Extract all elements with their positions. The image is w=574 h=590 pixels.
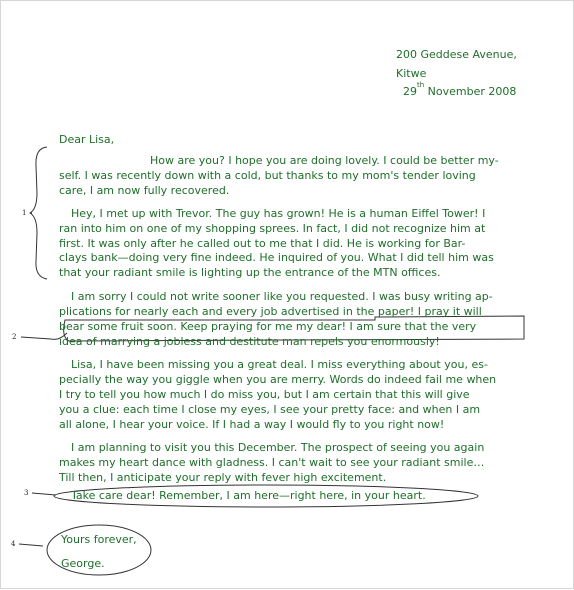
paragraph-1-line-1: How are you? I hope you are doing lovely. I could be better my- [150,154,499,167]
paragraph-5-line-1: I am planning to visit you this December. The prospect of seeing you again [71,441,485,454]
annotation-mark-2: 2 [12,333,17,341]
paragraph-4-line-1: Lisa, I have been missing you a great deal. I miss everything about you, es- [71,358,488,371]
paragraph-2-line-4: clays bank—doing very fine indeed. He inquired of you. What I did tell him was [59,251,494,264]
leader-annotation-4 [19,544,43,546]
paragraph-3-line-2: plications for nearly each and every job advertised in the paper! I pray it will [59,305,482,318]
closing-line: Take care dear! Remember, I am here—right here, in your heart. [71,489,426,502]
paragraph-4-line-5: all alone, I hear your voice. If I had a way I would fly to you right now! [59,418,445,431]
address-city: Kitwe [396,67,427,80]
leader-annotation-3 [32,493,56,495]
signoff: Yours forever, [61,533,137,546]
date-rest: November 2008 [424,85,517,98]
address-street: 200 Geddese Avenue, [396,48,517,61]
paragraph-3-line-1: I am sorry I could not write sooner like you requested. I was busy writing ap- [71,290,493,303]
paragraph-3-line-4: idea of marrying a jobless and destitute man repels you enormously! [59,335,440,348]
paragraph-2-line-3: first. It was only after he called out to me that I did. He is working for Bar- [59,237,466,250]
paragraph-4-line-3: I try to tell you how much I do miss you, but I am certain that this will give [59,388,470,401]
annotation-mark-4: 4 [11,540,16,548]
date-day: 29 [403,85,417,98]
paragraph-5-line-3: Till then, I anticipate your reply with fever high excitement. [59,471,387,484]
paragraph-5-line-2: makes my heart dance with gladness. I can't wait to see your radiant smile… [59,456,485,469]
paragraph-2-line-5: that your radiant smile is lighting up the entrance of the MTN offices. [59,266,441,279]
brace-annotation-1 [30,147,47,279]
signature: George. [61,557,105,570]
salutation: Dear Lisa, [59,133,115,146]
paragraph-2-line-2: ran into him on one of my shopping sprees. In fact, I did not recognize him at [59,222,486,235]
paragraph-4-line-4: you a clue: each time I close my eyes, I see your pretty face: and when I am [59,403,481,416]
annotation-mark-1: 1 [22,209,27,217]
paragraph-2-line-1: Hey, I met up with Trevor. The guy has grown! He is a human Eiffel Tower! I [71,207,486,220]
letter-date [403,81,517,99]
paragraph-3-line-3: bear some fruit soon. Keep praying for me my dear! I am sure that the very [59,320,477,333]
paragraph-1-line-2: self. I was recently down with a cold, but thanks to my mom's tender loving [59,169,476,182]
paragraph-1-line-3: care, I am now fully recovered. [59,184,230,197]
date-suffix: th [417,81,425,90]
paragraph-4-line-2: pecially the way you giggle when you are merry. Words do indeed fail me when [59,373,497,386]
annotation-mark-3: 3 [24,489,29,497]
